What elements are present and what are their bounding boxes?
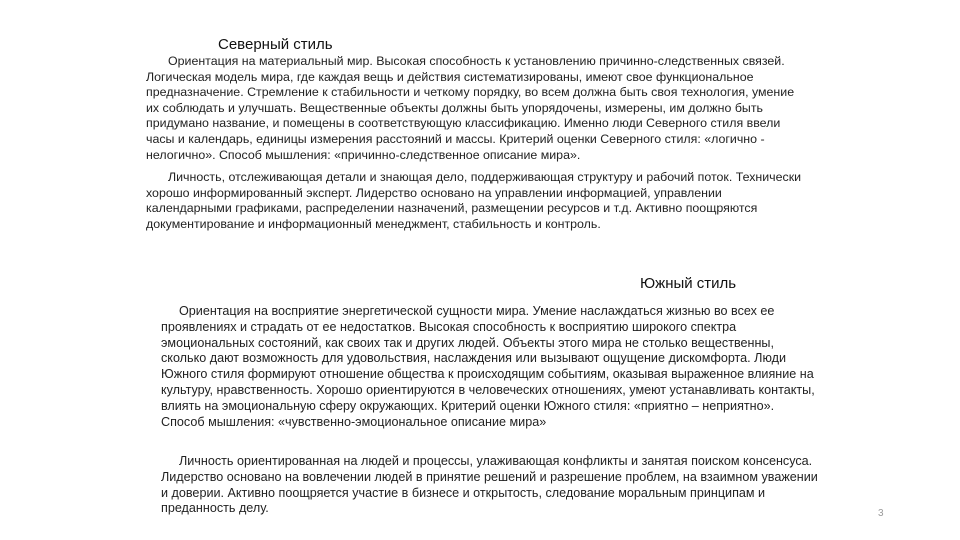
south-style-paragraph-1: Ориентация на восприятие энергетической сущности мира. Умение наслаждаться жизнью во всех ее проявлениях и страдать от ее недостатков. Высокая способность к восприятию широкого спектра эмоциональных состояний, как своих так и других людей. Объекты этого мира не столько вещественны, сколько дают возможность для удовольствия, наслаждения или вызывают ощущение дискомфорта. Люди Южного стиля формируют отношение общества к происходящим событиям, оказывая выраженное влияние на культуру, нравственность. Хорошо ориентируются в человеческих отношениях, умеют устанавливать контакты, влиять на эмоциональную сферу окружающих. Критерий оценки Южного стиля: «приятно – неприятно». Способ мышления: «чувственно-эмоциональное описание мира» [161, 304, 815, 429]
south-style-heading: Южный стиль [640, 275, 737, 292]
north-style-heading: Северный стиль [218, 36, 333, 53]
north-style-paragraph-1: Ориентация на материальный мир. Высокая способность к установлению причинно-следственных связей. Логическая модель мира, где каждая вещь и действия систематизированы, имеют свое функциональное предназначение. Стремление к стабильности и четкому порядку, во всем должна быть своя технология, умение их соблюдать и улучшать. Вещественные объекты должны быть упорядочены, измерены, им должно быть придумано название, и помещены в соответствующую классификацию. Именно люди Северного стиля ввели часы и календарь, единицы измерения расстояний и массы. Критерий оценки Северного стиля: «логично - нелогично». Способ мышления: «причинно-следственное описание мира». [146, 54, 795, 162]
south-style-paragraph-2: Личность ориентированная на людей и процессы, улаживающая конфликты и занятая поиском консенсуса. Лидерство основано на вовлечении людей в принятие решений и разрешение проблем, на взаимном уважении и доверии. Активно поощряется участие в бизнесе и открытость, следование моральным принципам и преданность делу. [161, 454, 818, 516]
north-style-paragraph-2: Личность, отслеживающая детали и знающая дело, поддерживающая структуру и рабочий поток. Технически хорошо информированный эксперт. Лидерство основано на управлении информацией, управлении календарными графиками, распределении назначений, размещении ресурсов и т.д. Активно поощряются документирование и информационный менеджмент, стабильность и контроль. [146, 170, 802, 231]
page-number: 3 [878, 508, 884, 519]
